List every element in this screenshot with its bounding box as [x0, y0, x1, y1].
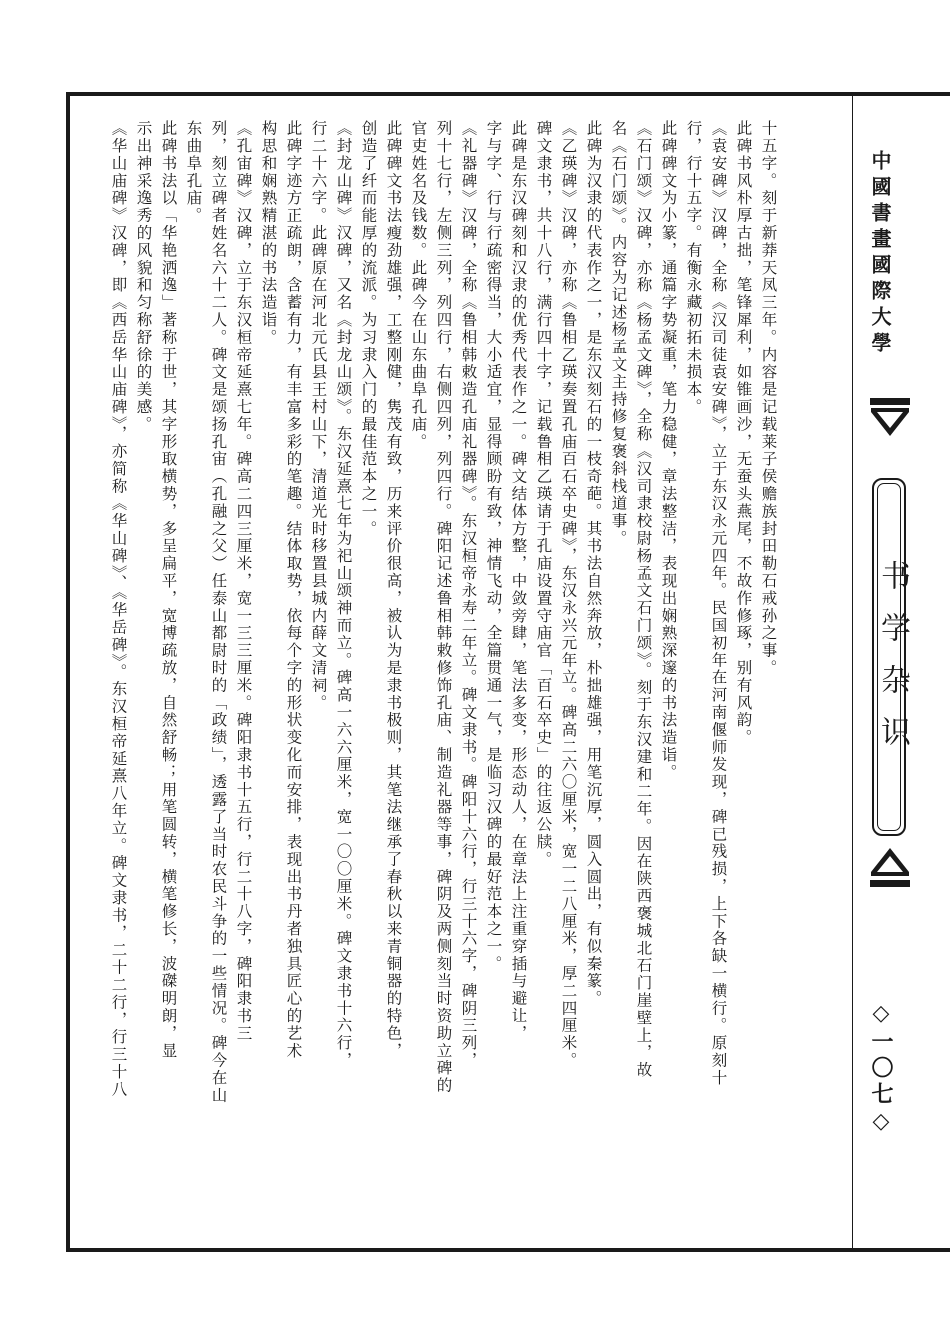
ornament-bottom-icon	[871, 846, 909, 876]
ornament-bar-bottom	[870, 880, 910, 887]
text-column: 《石门颂》汉碑，亦称《杨孟文碑》，全称《汉司隶校尉杨孟文石门颂》。刻于东汉建和二年。因在陕西褒城北石门崖壁上，故	[634, 120, 653, 1079]
text-column: 行，行十五字。有衡永藏初拓未损本。	[684, 120, 703, 416]
text-column: 行二十六字。此碑原在河北元氏县王村山下，清道光时移置县城内薛文清祠。	[309, 120, 328, 712]
text-column: 列，刻立碑者姓名六十二人。碑文是颂扬孔宙（孔融之父）任泰山都尉时的「政绩」，透露了当时农民斗争的一些情况。碑今在山	[209, 120, 228, 1105]
text-column: 此碑书法以「华艳洒逸」著称于世，其字形取横势，多呈扁平，宽博疏放，自然舒畅；用笔圆转，横笔修长，波磔明朗，显	[159, 120, 178, 1060]
text-column: 此碑碑文书法瘦劲雄强，工整刚健，隽茂有致，历来评价很高，被认为是隶书极则，其笔法继承了春秋以来青铜器的特色，	[384, 120, 403, 1060]
text-column: 创造了纤而能厚的流派。为习隶入门的最佳范本之一。	[359, 120, 378, 538]
section-title: 书学杂识	[875, 560, 910, 768]
text-column: 东曲阜孔庙。	[184, 120, 203, 225]
text-column: 《乙瑛碑》汉碑，亦称《鲁相乙瑛奏置孔庙百石卒史碑》，东汉永兴元年立。碑高二六〇厘米，宽一二八厘米，厚二四厘米。	[559, 120, 578, 1070]
margin-divider	[852, 96, 853, 1248]
text-column: 此碑是东汉碑刻和汉隶的优秀代表作之一。碑文结体方整，中敛旁肆，笔法多变，形态动人，在章法上注重穿插与避让，	[509, 120, 528, 1043]
text-column: 《孔宙碑》汉碑，立于东汉桓帝延熹七年。碑高二四三厘米，宽一三三厘米。碑阳隶书十五行，行二十八字，碑阳隶书三	[234, 120, 253, 1043]
text-column: 《封龙山碑》汉碑，又名《封龙山颂》。东汉延熹七年为祀山颂神而立。碑高一六六厘米，宽一〇〇厘米。碑文隶书十六行，	[334, 120, 353, 1070]
text-column: 《礼器碑》汉碑，全称《鲁相韩敕造孔庙礼器碑》。东汉桓帝永寿二年立。碑文隶书。碑阳十六行，行三十六字，碑阴三列，	[459, 120, 478, 1070]
ornament-bar-top	[870, 398, 910, 405]
text-column: 《华山庙碑》汉碑，即《西岳华山庙碑》，亦简称《华山碑》、《华岳碑》。东汉桓帝延熹八年立。碑文隶书，二十二行，行三十八	[109, 120, 128, 1099]
text-column: 此碑字迹方正疏朗，含蓄有力，有丰富多彩的笔趣。结体取势，依每个字的形状变化而安排，表现出书丹者独具匠心的艺术	[284, 120, 303, 1060]
text-column: 名《石门颂》。内容为记述杨孟文主持修复褒斜栈道事。	[609, 120, 628, 548]
ornament-top-icon	[871, 408, 909, 438]
text-column: 此碑书风朴厚古拙，笔锋犀利，如锥画沙，无蚕头燕尾，不故作修琢，别有风韵。	[734, 120, 753, 747]
text-column: 十五字。刻于新莽天凤三年。内容是记载莱子侯赡族封田勒石戒孙之事。	[759, 120, 778, 677]
page-number: ◇一〇七◇	[868, 1000, 894, 1138]
text-column: 此碑为汉隶的代表作之一，是东汉刻石的一枝奇葩。其书法自然奔放，朴拙雄强，用笔沉厚，圆入圆出，有似秦篆。	[584, 120, 603, 1008]
text-column: 构思和娴熟精湛的书法造诣。	[259, 120, 278, 347]
text-column: 官吏姓名及钱数。此碑今在山东曲阜孔庙。	[409, 120, 428, 451]
body-text	[109, 120, 778, 1230]
text-column: 碑文隶书，共十八行，满行四十字，记载鲁相乙瑛请于孔庙设置守庙官「百石卒史」的往返公牍。	[534, 120, 553, 869]
text-column: 此碑碑文为小篆，通篇字势凝重，笔力稳健，章法整洁，表现出娴熟深邃的书法造诣。	[659, 120, 678, 782]
text-column: 示出神采逸秀的风貌和匀称舒徐的美感。	[134, 120, 153, 434]
text-column: 字与字、行与行疏密得当，大小适宜，显得顾盼有致，神情飞动，全篇贯通一气，是临习汉碑的最好范本之一。	[484, 120, 503, 973]
running-head: 中國書畫國際大學	[868, 150, 892, 358]
text-column: 列十七行，左侧三列，列四行，右侧四列，列四行。碑阳记述鲁相韩敕修饰孔庙、制造礼器等事，碑阴及两侧刻当时资助立碑的	[434, 120, 453, 1095]
text-column: 《袁安碑》汉碑，全称《汉司徒袁安碑》，立于东汉永元四年。民国初年在河南偃师发现，碑已残损，上下各缺一横行。原刻十	[709, 120, 728, 1087]
